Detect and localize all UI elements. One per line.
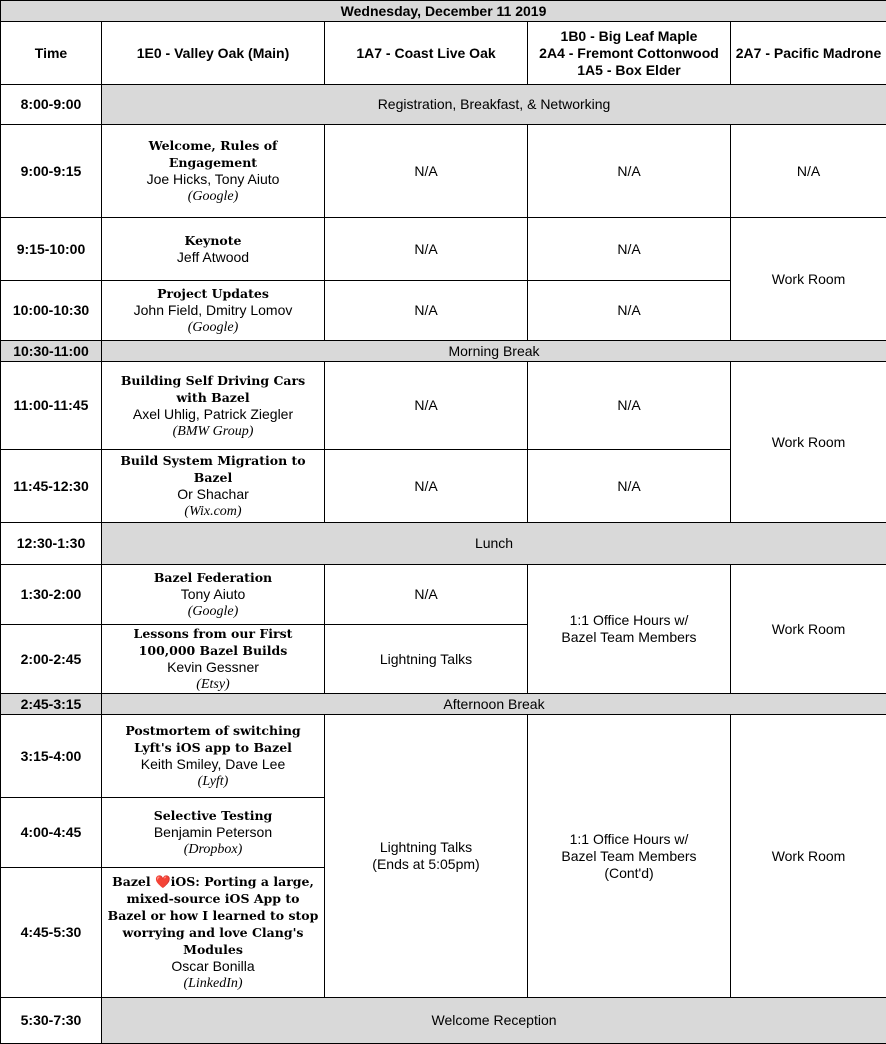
na-cell: N/A [325,450,528,523]
session-org: (Lyft) [106,773,320,790]
session-speakers: Or Shachar [106,486,320,503]
na-cell: N/A [528,218,731,281]
registration-span: Registration, Breakfast, & Networking [102,85,886,125]
na-cell: N/A [731,125,886,218]
time-slot: 3:15-4:00 [1,715,102,798]
session-speakers: Keith Smiley, Dave Lee [106,756,320,773]
title-rest: iOS: Porting a large, mixed-source iOS App to Bazel or how I learned to stop worrying and love Clang's Modules [108,874,319,957]
session-title [106,873,320,958]
session-title: Project Updates [106,285,320,302]
schedule-row [1,998,886,1044]
session-org: (Google) [106,603,320,620]
na-cell: N/A [528,362,731,450]
session-org: (Dropbox) [106,841,320,858]
schedule-row [1,341,886,362]
room-name: 1A5 - Box Elder [532,62,726,79]
schedule-row [1,362,886,450]
session-postmortem [102,715,325,798]
heart-icon: ❤️ [155,874,171,889]
session-title: Welcome, Rules of Engagement [106,137,320,171]
time-slot: 11:45-12:30 [1,450,102,523]
work-room-cell: Work Room [731,362,886,523]
schedule-row [1,694,886,715]
session-title: Postmortem of switching Lyft's iOS app to Bazel [106,722,320,756]
na-cell: N/A [325,125,528,218]
reception-span: Welcome Reception [102,998,886,1044]
office-hours-line: 1:1 Office Hours w/ [532,612,726,629]
session-title: Build System Migration to Bazel [106,452,320,486]
time-slot: 1:30-2:00 [1,565,102,625]
schedule-row [1,715,886,798]
time-slot: 4:00-4:45 [1,798,102,868]
lightning-talks-cell: Lightning Talks [325,625,528,694]
session-speakers: Oscar Bonilla [106,958,320,975]
session-ios-port [102,868,325,998]
session-speakers: John Field, Dmitry Lomov [106,302,320,319]
session-org: (Etsy) [106,676,320,693]
session-speakers: Benjamin Peterson [106,824,320,841]
work-room-cell: Work Room [731,218,886,341]
column-header-valley-oak: 1E0 - Valley Oak (Main) [102,22,325,85]
session-org: (LinkedIn) [106,975,320,992]
office-hours-line: (Cont'd) [532,865,726,882]
session-selective-testing [102,798,325,868]
session-speakers: Tony Aiuto [106,586,320,603]
na-cell: N/A [325,362,528,450]
work-room-cell: Work Room [731,565,886,694]
na-cell: N/A [528,450,731,523]
session-speakers: Axel Uhlig, Patrick Ziegler [106,406,320,423]
afternoon-break-span: Afternoon Break [102,694,886,715]
time-slot: 9:15-10:00 [1,218,102,281]
schedule-row [1,125,886,218]
column-header-time: Time [1,22,102,85]
session-org: (Google) [106,188,320,205]
session-speakers: Kevin Gessner [106,659,320,676]
office-hours-line: Bazel Team Members [532,848,726,865]
session-org: (Wix.com) [106,503,320,520]
work-room-cell: Work Room [731,715,886,998]
morning-break-span: Morning Break [102,341,886,362]
session-self-driving [102,362,325,450]
time-slot: 9:00-9:15 [1,125,102,218]
time-slot: 11:00-11:45 [1,362,102,450]
schedule-title: Wednesday, December 11 2019 [1,1,886,22]
schedule-row [1,565,886,625]
lightning-talks-cell [325,715,528,998]
session-title: Lessons from our First 100,000 Bazel Builds [106,625,320,659]
session-welcome [102,125,325,218]
time-slot: 10:00-10:30 [1,281,102,341]
column-header-pacific-madrone: 2A7 - Pacific Madrone [731,22,886,85]
session-speakers: Jeff Atwood [106,249,320,266]
room-name: 1B0 - Big Leaf Maple [532,28,726,45]
time-slot: 10:30-11:00 [1,341,102,362]
time-slot: 4:45-5:30 [1,868,102,998]
na-cell: N/A [325,565,528,625]
header-row [1,22,886,85]
lightning-talks-label: Lightning Talks [329,839,523,856]
schedule-row [1,85,886,125]
session-speakers: Joe Hicks, Tony Aiuto [106,171,320,188]
time-slot: 5:30-7:30 [1,998,102,1044]
schedule-row [1,218,886,281]
session-title: Building Self Driving Cars with Bazel [106,372,320,406]
time-slot: 2:00-2:45 [1,625,102,694]
session-title: Selective Testing [106,807,320,824]
column-header-coast-live-oak: 1A7 - Coast Live Oak [325,22,528,85]
office-hours-cell [528,715,731,998]
office-hours-cell [528,565,731,694]
session-org: (Google) [106,319,320,336]
lunch-span: Lunch [102,523,886,565]
session-federation [102,565,325,625]
lightning-talks-note: (Ends at 5:05pm) [329,856,523,873]
session-project-updates [102,281,325,341]
na-cell: N/A [325,281,528,341]
column-header-big-leaf-maple [528,22,731,85]
na-cell: N/A [325,218,528,281]
session-lessons [102,625,325,694]
room-name: 2A4 - Fremont Cottonwood [532,45,726,62]
session-keynote [102,218,325,281]
title-prefix: Bazel [112,874,155,889]
session-org: (BMW Group) [106,423,320,440]
time-slot: 2:45-3:15 [1,694,102,715]
session-title: Keynote [106,232,320,249]
na-cell: N/A [528,125,731,218]
session-migration [102,450,325,523]
schedule-row [1,523,886,565]
session-title: Bazel Federation [106,569,320,586]
time-slot: 8:00-9:00 [1,85,102,125]
office-hours-line: 1:1 Office Hours w/ [532,831,726,848]
office-hours-line: Bazel Team Members [532,629,726,646]
na-cell: N/A [528,281,731,341]
time-slot: 12:30-1:30 [1,523,102,565]
